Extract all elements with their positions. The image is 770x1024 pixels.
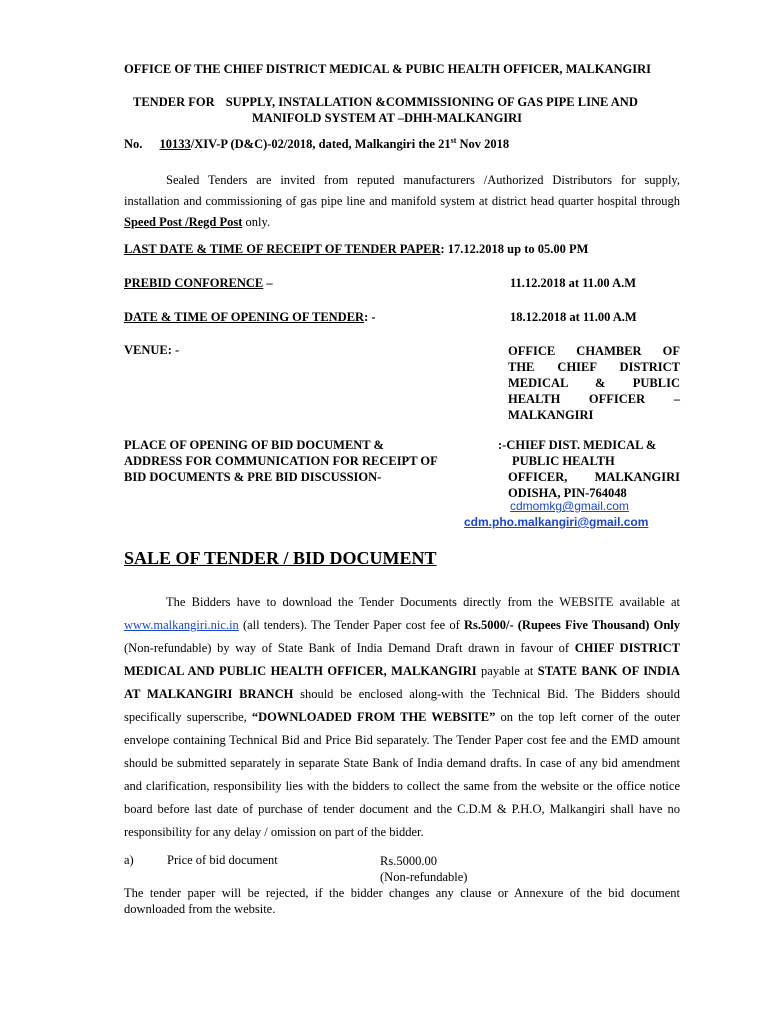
address-line2: PUBLIC HEALTH [512,454,615,468]
tender-line2: MANIFOLD SYSTEM AT –DHH-MALKANGIRI [252,111,523,125]
opening-value: 18.12.2018 at 11.00 A.M [510,310,637,324]
tender-title [133,95,638,110]
ref-tail: Nov 2018 [456,137,510,152]
venue-line3: MEDICAL & PUBLIC [508,376,680,390]
place-line2: ADDRESS FOR COMMUNICATION FOR RECEIPT OF [124,454,438,468]
prebid-value: 11.12.2018 at 11.00 A.M [510,276,637,290]
opening-dash: : - [364,310,376,324]
prebid-dash: – [263,276,273,290]
fee-amount: Rs.5000/- (Rupees Five Thousand) Only [463,618,681,632]
reference-number [124,136,509,152]
address-line3: OFFICER, MALKANGIRI [508,470,680,484]
office-header: OFFICE OF THE CHIEF DISTRICT MEDICAL & PUBIC HEALTH OFFICER, MALKANGIRI [124,62,652,76]
sale-text-1: The Bidders have to download the Tender Documents directly from the WEBSITE available at [166,595,680,609]
price-value-block [380,853,467,885]
ref-number: 10133 [159,137,191,152]
place-line3: BID DOCUMENTS & PRE BID DISCUSSION- [124,470,382,484]
price-marker: a) [124,853,134,867]
place-line1: PLACE OF OPENING OF BID DOCUMENT & [124,438,384,452]
email-link-2[interactable]: cdm.pho.malkangiri@gmail.com [464,515,649,529]
prebid-label: PREBID CONFORENCE [124,276,264,290]
price-label: Price of bid document [167,853,278,867]
opening-date [124,310,376,325]
last-date [124,242,588,257]
venue-address [508,343,680,423]
ref-sup: st [450,136,457,145]
address-line4: ODISHA, PIN-764048 [508,486,627,500]
sale-paragraph [124,591,680,844]
place-of-opening [124,437,438,485]
email-link-1[interactable]: cdmomkg@gmail.com [510,499,629,513]
last-date-value: : 17.12.2018 up to 05.00 PM [440,242,589,256]
sale-text-6: on the top left corner of the outer envelope containing Technical Bid and Price Bid separately. The Tender Paper cost fee and the EMD amount should be submitted separately in separate State Bank of India demand drafts. In case of any bid amendment and clarification, responsibility lies with the bidders to collect the same from the website or the office notice board before last date of purchase of tender document and the C.D.M & P.H.O, Malkangiri shall have no responsibility for any delay / omission on part of the bidder. [124,710,680,839]
sale-text-4: payable at [476,664,538,678]
sale-text-2: (all tenders). The Tender Paper cost fee of [238,618,464,632]
prebid-conference [124,276,273,291]
sale-text-3: (Non-refundable) by way of State Bank of India Demand Draft drawn in favour of [124,641,575,655]
communication-address [498,437,680,501]
bank-name: STATE BANK OF INDIA AT MALKANGIRI BRANCH [124,664,681,701]
venue-label: VENUE: - [124,343,180,357]
speed-post: Speed Post /Regd Post [124,215,243,229]
tender-line1: SUPPLY, INSTALLATION &COMMISSIONING OF GAS PIPE LINE AND [225,95,638,109]
rejection-note: The tender paper will be rejected, if the bidder changes any clause or Annexure of the bid document downloaded from the website. [124,886,680,916]
ref-rest: /XIV-P (D&C)-02/2018, dated, Malkangiri the 21 [190,137,451,152]
venue-line5: MALKANGIRI [508,408,594,422]
address-line1: :-CHIEF DIST. MEDICAL & [498,438,657,452]
website-link[interactable]: www.malkangiri.nic.in [124,618,239,632]
venue-line1: OFFICE CHAMBER OF [508,344,680,358]
intro-end: only. [242,215,271,229]
last-date-label: LAST DATE & TIME OF RECEIPT OF TENDER PAPER [124,242,441,256]
sale-heading: SALE OF TENDER / BID DOCUMENT [124,548,437,568]
intro-paragraph [124,170,680,233]
payee-name: CHIEF DISTRICT MEDICAL AND PUBLIC HEALTH OFFICER, MALKANGIRI [124,641,680,678]
price-value: Rs.5000.00 [380,854,437,868]
tender-label: TENDER FOR [133,95,215,109]
ref-no-label: No. [124,137,143,152]
venue-line2: THE CHIEF DISTRICT [508,360,680,374]
downloaded-superscription: “DOWNLOADED FROM THE WEBSITE” [251,710,496,724]
opening-label: DATE & TIME OF OPENING OF TENDER [124,310,365,324]
sale-text-5: should be enclosed along-with the Technical Bid. The Bidders should specifically superscribe, [124,687,680,724]
price-note: (Non-refundable) [380,870,468,884]
venue-line4: HEALTH OFFICER – [508,392,680,406]
intro-text: Sealed Tenders are invited from reputed manufacturers /Authorized Distributors for supply, installation and commissioning of gas pipe line and manifold system at district head quarter hospital through [124,173,680,208]
